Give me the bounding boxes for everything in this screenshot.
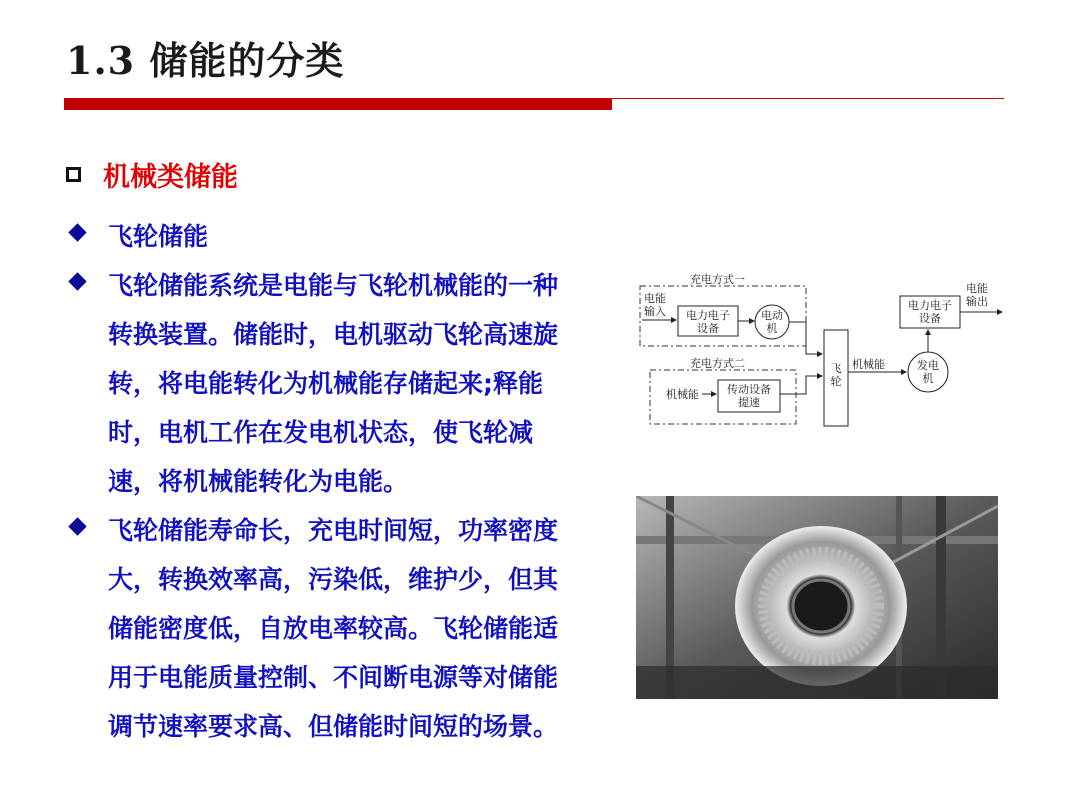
bullet-text: 飞轮储能寿命长，充电时间短，功率密度大，转换效率高，污染低，维护少，但其储能密度低，自放电率较高。飞轮储能适用于电能质量控制、不间断电源等对储能调节速率要求高、但储能时间短的场景。 [108,516,559,741]
title-rule-thick [64,98,612,110]
input-label-2: 输入 [644,305,666,318]
bullet-text: 飞轮储能 [108,222,209,251]
pe1-label-1: 电力电子 [686,309,730,322]
flywheel-energy-diagram [636,272,1008,432]
mode2-label: 充电方式二 [690,357,745,370]
flywheel-label-2: 轮 [830,375,842,388]
pe2-label-2: 设备 [919,312,941,325]
bullet-item [66,212,586,261]
page-title: 1.3 储能的分类 [66,38,345,83]
section-label: 机械类储能 [103,162,238,193]
output-label-1: 电能 [966,282,988,295]
output-label-2: 输出 [966,295,988,308]
diamond-bullet-icon [68,272,86,290]
section-heading [66,155,238,194]
mech-label: 机械能 [666,388,699,401]
checkbox-icon [66,167,81,182]
flywheel-photo [636,496,998,699]
trans-label-2: 提速 [738,396,760,409]
bullet-item [66,261,586,506]
pe2-label-1: 电力电子 [908,299,952,312]
diamond-bullet-icon [68,223,86,241]
bullet-text: 飞轮储能系统是电能与飞轮机械能的一种转换装置。储能时，电机驱动飞轮高速旋转，将电能转化为机械能存储起来;释能时，电机工作在发电机状态，使飞轮减速，将机械能转化为电能。 [108,271,559,496]
gen-label-2: 机 [922,372,934,385]
trans-label-1: 传动设备 [727,383,771,396]
mode1-label: 充电方式一 [690,273,745,286]
pe1-label-2: 设备 [697,322,719,335]
input-label-1: 电能 [644,292,666,305]
bullet-list [66,212,586,751]
diamond-bullet-icon [68,517,86,535]
motor-label-2: 机 [766,322,778,335]
flywheel-label-1: 飞 [830,362,842,375]
bullet-item [66,506,586,751]
gen-label-1: 发电 [917,359,939,372]
mech2-label: 机械能 [852,358,885,371]
motor-label-1: 电动 [761,309,783,322]
